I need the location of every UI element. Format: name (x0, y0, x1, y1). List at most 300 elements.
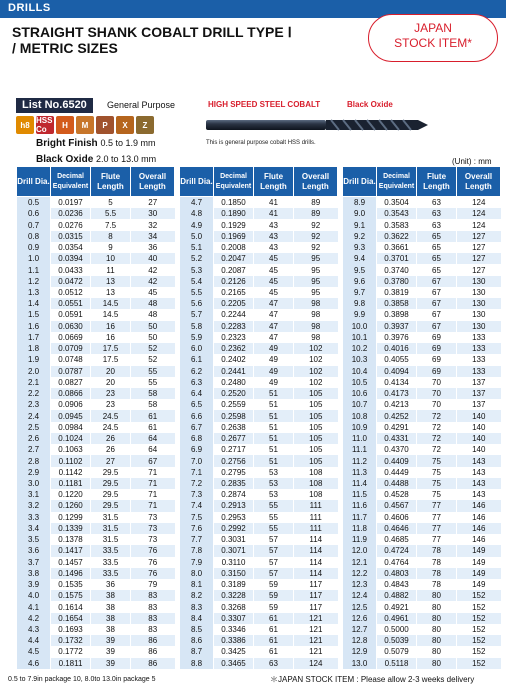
table-cell: 0.3425 (214, 646, 254, 657)
column-header: Overall Length (131, 167, 175, 197)
table-cell: 65 (417, 242, 457, 253)
table-cell: 127 (457, 264, 501, 275)
table-cell: 45 (254, 264, 294, 275)
table-cell: 2.9 (17, 467, 51, 478)
table-cell: 0.0472 (51, 276, 91, 287)
table-row (343, 422, 501, 433)
table-cell: 49 (254, 366, 294, 377)
table-cell: 0.0866 (51, 388, 91, 399)
column-header: Decimal Equivalent (377, 167, 417, 197)
table-cell: 0.4449 (377, 467, 417, 478)
table-row (343, 534, 501, 545)
table-cell: 0.1575 (51, 590, 91, 601)
table-cell: 11.4 (343, 478, 377, 489)
table-cell: 0.2559 (214, 399, 254, 410)
page-title (12, 24, 292, 56)
table-row (343, 332, 501, 343)
table-cell: 0.1181 (51, 478, 91, 489)
table-cell: 0.3976 (377, 332, 417, 343)
table-cell: 114 (294, 534, 338, 545)
table-cell: 7.5 (91, 219, 131, 230)
table-cell: 9.9 (343, 309, 377, 320)
table-cell: 0.3543 (377, 208, 417, 219)
table-cell: 11 (91, 264, 131, 275)
table-cell: 152 (457, 624, 501, 635)
table-cell: 6.5 (180, 399, 214, 410)
table-cell: 71 (131, 467, 175, 478)
table-cell: 12.9 (343, 646, 377, 657)
table-cell: 49 (254, 377, 294, 388)
table-cell: 0.0236 (51, 208, 91, 219)
table-cell: 10.8 (343, 410, 377, 421)
table-row (180, 590, 338, 601)
table-cell: 38 (91, 590, 131, 601)
table-row (343, 298, 501, 309)
table-row (343, 601, 501, 612)
table-cell: 9.3 (343, 242, 377, 253)
table-row (343, 635, 501, 646)
table-cell: 0.3346 (214, 624, 254, 635)
table-cell: 92 (294, 242, 338, 253)
table-row (180, 478, 338, 489)
spec-icon-6: Z (136, 116, 154, 134)
table-cell: 0.0709 (51, 343, 91, 354)
table-cell: 0.2795 (214, 467, 254, 478)
table-row (180, 231, 338, 242)
table-cell: 7.5 (180, 512, 214, 523)
table-cell: 12.6 (343, 613, 377, 624)
table-cell: 11.9 (343, 534, 377, 545)
table-cell: 27 (91, 455, 131, 466)
table-row (343, 624, 501, 635)
table-cell: 4.8 (180, 208, 214, 219)
table-cell: 0.3898 (377, 309, 417, 320)
table-row (180, 444, 338, 455)
table-cell: 11.2 (343, 455, 377, 466)
table-cell: 9.1 (343, 219, 377, 230)
table-cell: 121 (294, 646, 338, 657)
table-row (180, 208, 338, 219)
table-cell: 29.5 (91, 500, 131, 511)
table-cell: 0.3189 (214, 579, 254, 590)
table-cell: 69 (417, 354, 457, 365)
table-cell: 7.9 (180, 557, 214, 568)
table-cell: 146 (457, 512, 501, 523)
size-table-2 (179, 166, 338, 669)
table-cell: 143 (457, 478, 501, 489)
table-cell: 3.4 (17, 523, 51, 534)
table-cell: 0.2244 (214, 309, 254, 320)
table-cell: 0.2087 (214, 264, 254, 275)
table-row (17, 422, 175, 433)
table-row (180, 242, 338, 253)
table-cell: 140 (457, 410, 501, 421)
table-cell: 51 (254, 388, 294, 399)
table-row (17, 377, 175, 388)
table-cell: 0.1772 (51, 646, 91, 657)
table-row (180, 467, 338, 478)
table-cell: 39 (91, 646, 131, 657)
table-cell: 75 (417, 478, 457, 489)
table-cell: 8.8 (180, 658, 214, 669)
table-cell: 43 (254, 219, 294, 230)
table-cell: 64 (131, 433, 175, 444)
table-row (343, 545, 501, 556)
table-cell: 0.4567 (377, 500, 417, 511)
table-cell: 57 (254, 557, 294, 568)
table-row (180, 433, 338, 444)
table-cell: 0.4961 (377, 613, 417, 624)
table-cell: 152 (457, 658, 501, 669)
table-cell: 0.5079 (377, 646, 417, 657)
table-cell: 75 (417, 467, 457, 478)
table-cell: 0.3150 (214, 568, 254, 579)
table-cell: 61 (254, 624, 294, 635)
table-cell: 130 (457, 298, 501, 309)
table-cell: 55 (254, 500, 294, 511)
bright-finish (36, 138, 155, 149)
table-cell: 108 (294, 489, 338, 500)
table-cell: 33.5 (91, 557, 131, 568)
table-row (343, 354, 501, 365)
table-cell: 89 (294, 197, 338, 209)
table-row (180, 264, 338, 275)
table-row (17, 568, 175, 579)
table-cell: 0.2520 (214, 388, 254, 399)
table-cell: 0.3583 (377, 219, 417, 230)
table-row (343, 489, 501, 500)
table-cell: 12.2 (343, 568, 377, 579)
table-cell: 8.9 (343, 197, 377, 209)
table-row (343, 377, 501, 388)
table-cell: 0.4685 (377, 534, 417, 545)
table-cell: 50 (131, 332, 175, 343)
table-row (17, 197, 175, 209)
table-cell: 0.2480 (214, 377, 254, 388)
table-row (180, 321, 338, 332)
table-cell: 0.0984 (51, 422, 91, 433)
table-cell: 10.0 (343, 321, 377, 332)
table-cell: 133 (457, 354, 501, 365)
table-cell: 0.5000 (377, 624, 417, 635)
table-cell: 0.4843 (377, 579, 417, 590)
table-cell: 0.3307 (214, 613, 254, 624)
table-cell: 70 (417, 388, 457, 399)
table-cell: 0.3740 (377, 264, 417, 275)
table-cell: 0.1024 (51, 433, 91, 444)
table-cell: 29.5 (91, 467, 131, 478)
table-cell: 14.5 (91, 298, 131, 309)
table-cell: 11.8 (343, 523, 377, 534)
table-cell: 0.4370 (377, 444, 417, 455)
table-cell: 78 (417, 568, 457, 579)
table-cell: 80 (417, 590, 457, 601)
table-cell: 1.6 (17, 321, 51, 332)
table-cell: 9 (91, 242, 131, 253)
package-note: 0.5 to 7.9in package 10, 8.0to 13.0in package 5 (8, 676, 156, 683)
table-cell: 0.0433 (51, 264, 91, 275)
table-cell: 34 (131, 231, 175, 242)
list-number: List No.6520 (16, 98, 93, 113)
drill-bit-image (206, 113, 428, 137)
table-cell: 0.3661 (377, 242, 417, 253)
table-cell: 61 (254, 613, 294, 624)
table-cell: 80 (417, 646, 457, 657)
column-header: Overall Length (457, 167, 501, 197)
table-cell: 1.4 (17, 298, 51, 309)
table-cell: 16 (91, 332, 131, 343)
table-row (17, 287, 175, 298)
table-cell: 127 (457, 242, 501, 253)
table-row (17, 557, 175, 568)
table-cell: 7.6 (180, 523, 214, 534)
table-cell: 86 (131, 635, 175, 646)
table-row (180, 557, 338, 568)
table-cell: 124 (457, 197, 501, 209)
table-cell: 0.4252 (377, 410, 417, 421)
table-cell: 7.3 (180, 489, 214, 500)
table-cell: 5.9 (180, 332, 214, 343)
table-row (343, 197, 501, 209)
table-cell: 92 (294, 219, 338, 230)
table-row (17, 658, 175, 669)
table-cell: 6.2 (180, 366, 214, 377)
table-cell: 0.2835 (214, 478, 254, 489)
table-row (17, 242, 175, 253)
table-row (17, 343, 175, 354)
table-cell: 43 (254, 231, 294, 242)
table-cell: 80 (417, 624, 457, 635)
table-cell: 0.2205 (214, 298, 254, 309)
table-cell: 149 (457, 568, 501, 579)
table-row (17, 467, 175, 478)
table-cell: 0.1102 (51, 455, 91, 466)
table-cell: 9.6 (343, 276, 377, 287)
table-row (180, 343, 338, 354)
table-row (343, 388, 501, 399)
table-row (180, 219, 338, 230)
table-cell: 5.1 (180, 242, 214, 253)
table-row (343, 410, 501, 421)
table-cell: 117 (294, 601, 338, 612)
badge-line-1: JAPAN (414, 21, 452, 35)
table-row (343, 444, 501, 455)
table-cell: 98 (294, 332, 338, 343)
table-cell: 95 (294, 287, 338, 298)
table-cell: 2.8 (17, 455, 51, 466)
table-cell: 57 (254, 568, 294, 579)
table-row (343, 646, 501, 657)
table-row (343, 467, 501, 478)
table-cell: 152 (457, 635, 501, 646)
table-cell: 146 (457, 523, 501, 534)
table-cell: 10.7 (343, 399, 377, 410)
table-row (343, 568, 501, 579)
table-cell: 0.1969 (214, 231, 254, 242)
table-cell: 0.2953 (214, 512, 254, 523)
table-cell: 53 (254, 467, 294, 478)
table-cell: 2.0 (17, 366, 51, 377)
table-row (180, 500, 338, 511)
table-cell: 2.4 (17, 410, 51, 421)
table-cell: 20 (91, 366, 131, 377)
table-cell: 73 (131, 512, 175, 523)
table-cell: 65 (417, 231, 457, 242)
table-cell: 69 (417, 366, 457, 377)
table-row (343, 478, 501, 489)
table-cell: 78 (417, 545, 457, 556)
column-header: Flute Length (254, 167, 294, 197)
table-cell: 0.0787 (51, 366, 91, 377)
table-cell: 39 (91, 658, 131, 669)
table-cell: 8.7 (180, 646, 214, 657)
table-cell: 7.0 (180, 455, 214, 466)
table-cell: 124 (457, 219, 501, 230)
table-row (343, 242, 501, 253)
table-cell: 0.2008 (214, 242, 254, 253)
table-cell: 0.4803 (377, 568, 417, 579)
table-cell: 0.0906 (51, 399, 91, 410)
table-row (17, 219, 175, 230)
table-row (180, 568, 338, 579)
table-row (17, 534, 175, 545)
table-cell: 32 (131, 219, 175, 230)
table-cell: 2.7 (17, 444, 51, 455)
table-cell: 0.1260 (51, 500, 91, 511)
table-cell: 45 (254, 287, 294, 298)
table-cell: 77 (417, 500, 457, 511)
table-cell: 3.0 (17, 478, 51, 489)
table-cell: 0.1929 (214, 219, 254, 230)
table-cell: 1.9 (17, 354, 51, 365)
table-cell: 0.4134 (377, 377, 417, 388)
table-cell: 102 (294, 377, 338, 388)
table-cell: 76 (131, 568, 175, 579)
table-cell: 8.1 (180, 579, 214, 590)
table-cell: 3.9 (17, 579, 51, 590)
table-cell: 80 (417, 658, 457, 669)
column-header: Flute Length (91, 167, 131, 197)
table-cell: 4.2 (17, 613, 51, 624)
table-cell: 83 (131, 624, 175, 635)
table-cell: 8.2 (180, 590, 214, 601)
table-cell: 117 (294, 590, 338, 601)
table-cell: 31.5 (91, 523, 131, 534)
table-cell: 3.6 (17, 545, 51, 556)
table-row (180, 309, 338, 320)
table-cell: 146 (457, 500, 501, 511)
table-cell: 0.2756 (214, 455, 254, 466)
table-row (343, 219, 501, 230)
table-row (17, 388, 175, 399)
table-cell: 3.7 (17, 557, 51, 568)
table-cell: 0.4173 (377, 388, 417, 399)
table-row (180, 534, 338, 545)
table-cell: 17.5 (91, 354, 131, 365)
table-cell: 98 (294, 309, 338, 320)
table-cell: 51 (254, 444, 294, 455)
table-cell: 1.8 (17, 343, 51, 354)
table-row (17, 478, 175, 489)
table-cell: 0.4724 (377, 545, 417, 556)
table-cell: 0.4213 (377, 399, 417, 410)
table-cell: 1.0 (17, 253, 51, 264)
table-row (180, 276, 338, 287)
table-cell: 3.5 (17, 534, 51, 545)
table-cell: 6.6 (180, 410, 214, 421)
table-cell: 3.2 (17, 500, 51, 511)
table-cell: 31.5 (91, 534, 131, 545)
table-cell: 0.4921 (377, 601, 417, 612)
table-cell: 31.5 (91, 512, 131, 523)
table-cell: 5.3 (180, 264, 214, 275)
table-cell: 0.4764 (377, 557, 417, 568)
table-cell: 72 (417, 422, 457, 433)
table-row (343, 590, 501, 601)
table-row (343, 613, 501, 624)
table-row (180, 354, 338, 365)
table-cell: 114 (294, 568, 338, 579)
table-cell: 5.5 (180, 287, 214, 298)
table-row (343, 264, 501, 275)
table-row (180, 298, 338, 309)
table-cell: 23 (91, 388, 131, 399)
column-header: Decimal Equivalent (51, 167, 91, 197)
table-cell: 11.0 (343, 433, 377, 444)
table-cell: 1.3 (17, 287, 51, 298)
table-cell: 3.8 (17, 568, 51, 579)
table-cell: 40 (131, 253, 175, 264)
table-row (17, 455, 175, 466)
table-cell: 117 (294, 579, 338, 590)
table-row (180, 635, 338, 646)
table-cell: 0.5 (17, 197, 51, 209)
table-row (17, 309, 175, 320)
table-row (17, 646, 175, 657)
table-cell: 102 (294, 366, 338, 377)
table-cell: 78 (417, 579, 457, 590)
table-cell: 105 (294, 422, 338, 433)
table-cell: 70 (417, 399, 457, 410)
table-cell: 0.0551 (51, 298, 91, 309)
table-cell: 63 (417, 197, 457, 209)
table-cell: 0.1850 (214, 197, 254, 209)
table-cell: 0.0197 (51, 197, 91, 209)
table-cell: 105 (294, 388, 338, 399)
table-cell: 0.0512 (51, 287, 91, 298)
table-cell: 47 (254, 298, 294, 309)
table-cell: 105 (294, 433, 338, 444)
table-cell: 61 (254, 635, 294, 646)
table-cell: 5.4 (180, 276, 214, 287)
bright-finish-range: 0.5 to 1.9 mm (100, 138, 156, 148)
purpose-label: General Purpose (107, 100, 176, 110)
table-row (343, 309, 501, 320)
table-row (17, 354, 175, 365)
table-cell: 42 (131, 264, 175, 275)
table-cell: 52 (131, 354, 175, 365)
table-cell: 130 (457, 276, 501, 287)
table-cell: 95 (294, 253, 338, 264)
table-cell: 73 (131, 523, 175, 534)
table-cell: 6.3 (180, 377, 214, 388)
table-cell: 5 (91, 197, 131, 209)
column-header: Drill Dia. (17, 167, 51, 197)
table-row (343, 253, 501, 264)
table-cell: 45 (254, 276, 294, 287)
table-row (17, 231, 175, 242)
table-cell: 0.2598 (214, 410, 254, 421)
